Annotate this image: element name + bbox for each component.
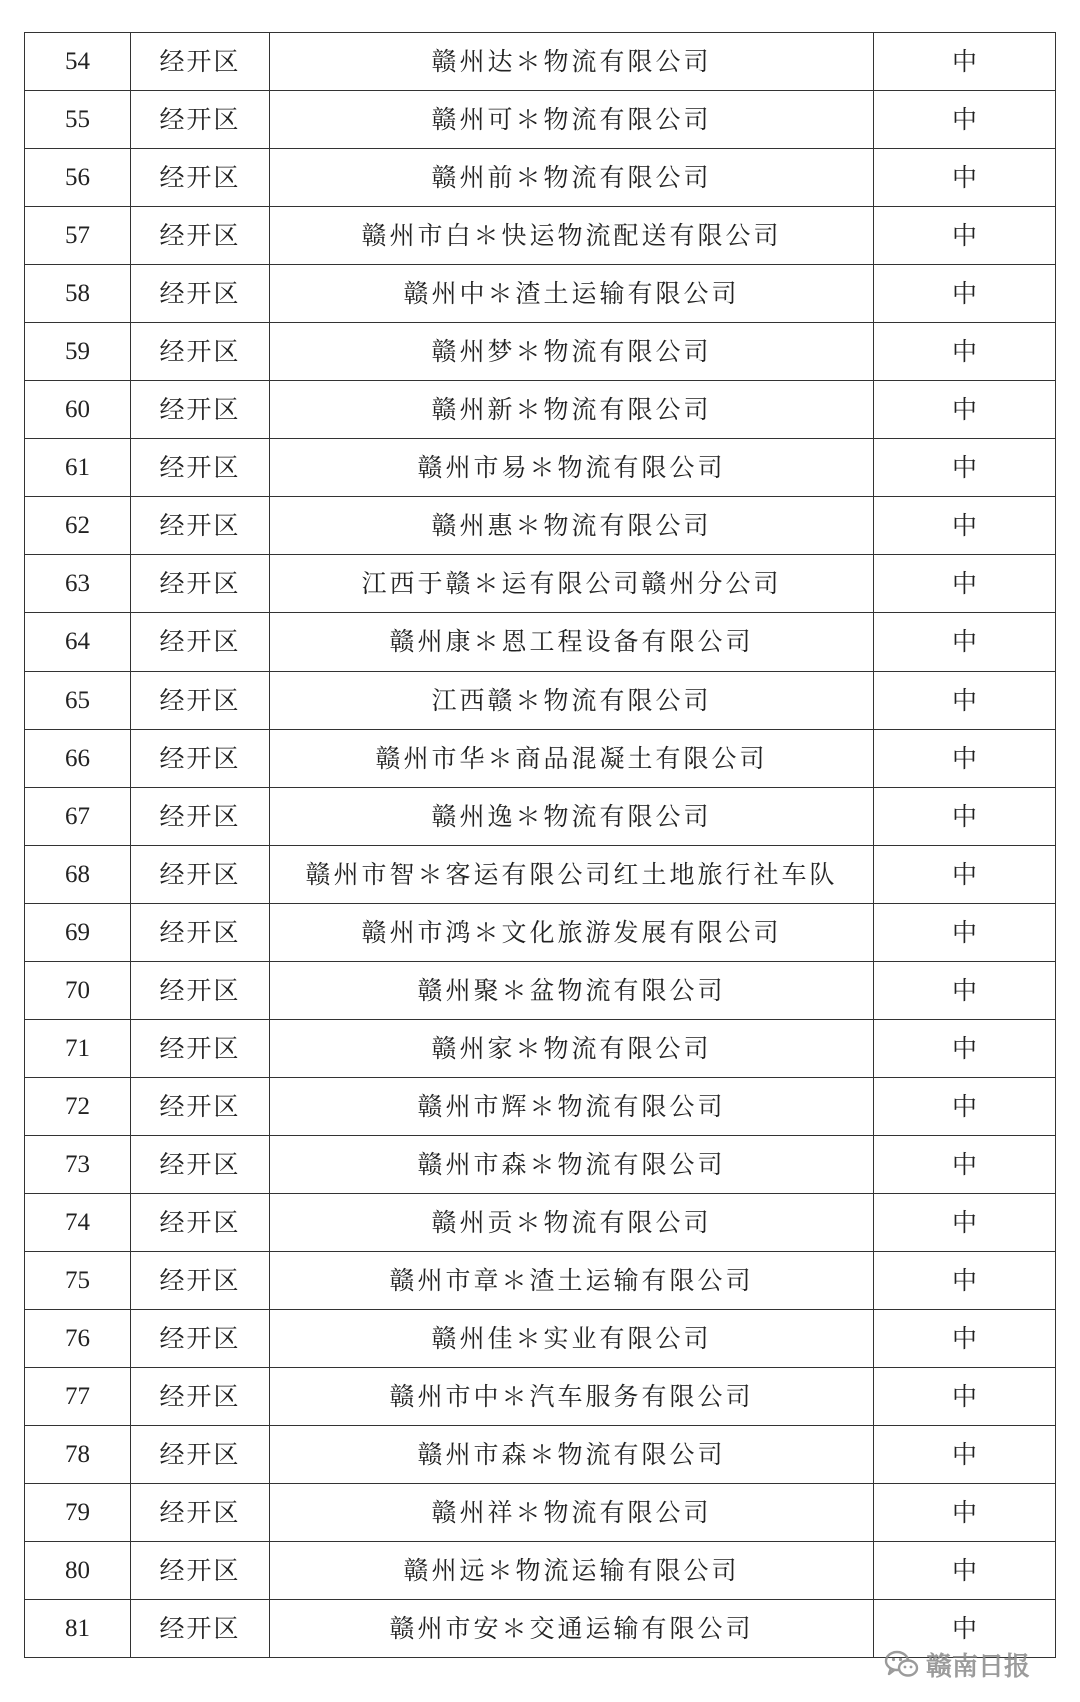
table-row [25, 381, 1056, 439]
risk-level-cell: 中 [874, 323, 1056, 381]
table-row [25, 1135, 1056, 1193]
district-cell: 经开区 [131, 91, 270, 149]
district-cell: 经开区 [131, 1251, 270, 1309]
table-row [25, 207, 1056, 265]
table-row [25, 903, 1056, 961]
table-row [25, 961, 1056, 1019]
row-number-cell: 64 [25, 613, 131, 671]
district-cell: 经开区 [131, 323, 270, 381]
district-cell: 经开区 [131, 613, 270, 671]
company-name-cell: 赣州梦＊物流有限公司 [270, 323, 874, 381]
risk-level-cell: 中 [874, 671, 1056, 729]
risk-level-cell: 中 [874, 613, 1056, 671]
district-cell: 经开区 [131, 1484, 270, 1542]
company-name-cell: 赣州达＊物流有限公司 [270, 33, 874, 91]
company-name-cell: 赣州祥＊物流有限公司 [270, 1484, 874, 1542]
company-name-cell: 赣州聚＊盆物流有限公司 [270, 961, 874, 1019]
row-number-cell: 58 [25, 265, 131, 323]
district-cell: 经开区 [131, 1077, 270, 1135]
company-table [24, 32, 1056, 1658]
risk-level-cell: 中 [874, 1542, 1056, 1600]
company-name-cell: 赣州市森＊物流有限公司 [270, 1135, 874, 1193]
company-name-cell: 赣州康＊恩工程设备有限公司 [270, 613, 874, 671]
table-row [25, 1368, 1056, 1426]
company-name-cell: 赣州市辉＊物流有限公司 [270, 1077, 874, 1135]
risk-level-cell: 中 [874, 903, 1056, 961]
company-name-cell: 赣州远＊物流运输有限公司 [270, 1542, 874, 1600]
company-name-cell: 江西于赣＊运有限公司赣州分公司 [270, 555, 874, 613]
row-number-cell: 75 [25, 1251, 131, 1309]
district-cell: 经开区 [131, 729, 270, 787]
district-cell: 经开区 [131, 1600, 270, 1658]
row-number-cell: 69 [25, 903, 131, 961]
risk-level-cell: 中 [874, 207, 1056, 265]
table-row [25, 1484, 1056, 1542]
company-name-cell: 赣州市中＊汽车服务有限公司 [270, 1368, 874, 1426]
table-row [25, 1251, 1056, 1309]
row-number-cell: 56 [25, 149, 131, 207]
district-cell: 经开区 [131, 555, 270, 613]
row-number-cell: 67 [25, 787, 131, 845]
risk-level-cell: 中 [874, 1019, 1056, 1077]
company-name-cell: 赣州市白＊快运物流配送有限公司 [270, 207, 874, 265]
district-cell: 经开区 [131, 961, 270, 1019]
row-number-cell: 81 [25, 1600, 131, 1658]
district-cell: 经开区 [131, 1193, 270, 1251]
watermark [884, 1644, 1030, 1684]
company-name-cell: 赣州市安＊交通运输有限公司 [270, 1600, 874, 1658]
risk-level-cell: 中 [874, 1484, 1056, 1542]
table-row [25, 33, 1056, 91]
row-number-cell: 77 [25, 1368, 131, 1426]
table-row [25, 1193, 1056, 1251]
company-name-cell: 赣州市森＊物流有限公司 [270, 1426, 874, 1484]
row-number-cell: 70 [25, 961, 131, 1019]
row-number-cell: 63 [25, 555, 131, 613]
row-number-cell: 65 [25, 671, 131, 729]
table-row [25, 1426, 1056, 1484]
risk-level-cell: 中 [874, 33, 1056, 91]
row-number-cell: 55 [25, 91, 131, 149]
risk-level-cell: 中 [874, 787, 1056, 845]
table-row [25, 555, 1056, 613]
district-cell: 经开区 [131, 787, 270, 845]
table-row [25, 787, 1056, 845]
table-row [25, 1077, 1056, 1135]
district-cell: 经开区 [131, 845, 270, 903]
row-number-cell: 68 [25, 845, 131, 903]
district-cell: 经开区 [131, 265, 270, 323]
district-cell: 经开区 [131, 903, 270, 961]
company-name-cell: 赣州市智＊客运有限公司红土地旅行社车队 [270, 845, 874, 903]
company-name-cell: 赣州市易＊物流有限公司 [270, 439, 874, 497]
row-number-cell: 73 [25, 1135, 131, 1193]
row-number-cell: 54 [25, 33, 131, 91]
table-row [25, 613, 1056, 671]
table-row [25, 1542, 1056, 1600]
risk-level-cell: 中 [874, 1426, 1056, 1484]
risk-level-cell: 中 [874, 555, 1056, 613]
district-cell: 经开区 [131, 381, 270, 439]
company-name-cell: 赣州家＊物流有限公司 [270, 1019, 874, 1077]
company-name-cell: 赣州市章＊渣土运输有限公司 [270, 1251, 874, 1309]
company-name-cell: 赣州中＊渣土运输有限公司 [270, 265, 874, 323]
risk-level-cell: 中 [874, 1135, 1056, 1193]
company-name-cell: 赣州新＊物流有限公司 [270, 381, 874, 439]
row-number-cell: 76 [25, 1310, 131, 1368]
table-row [25, 729, 1056, 787]
row-number-cell: 80 [25, 1542, 131, 1600]
row-number-cell: 71 [25, 1019, 131, 1077]
row-number-cell: 61 [25, 439, 131, 497]
district-cell: 经开区 [131, 1368, 270, 1426]
district-cell: 经开区 [131, 149, 270, 207]
table-row [25, 1310, 1056, 1368]
row-number-cell: 57 [25, 207, 131, 265]
risk-level-cell: 中 [874, 381, 1056, 439]
risk-level-cell: 中 [874, 439, 1056, 497]
table-row [25, 845, 1056, 903]
district-cell: 经开区 [131, 1135, 270, 1193]
risk-level-cell: 中 [874, 497, 1056, 555]
district-cell: 经开区 [131, 1542, 270, 1600]
company-name-cell: 赣州佳＊实业有限公司 [270, 1310, 874, 1368]
table-row [25, 1019, 1056, 1077]
table-row [25, 149, 1056, 207]
risk-level-cell: 中 [874, 961, 1056, 1019]
company-name-cell: 赣州前＊物流有限公司 [270, 149, 874, 207]
risk-level-cell: 中 [874, 845, 1056, 903]
risk-level-cell: 中 [874, 91, 1056, 149]
row-number-cell: 60 [25, 381, 131, 439]
company-name-cell: 江西赣＊物流有限公司 [270, 671, 874, 729]
district-cell: 经开区 [131, 33, 270, 91]
district-cell: 经开区 [131, 1426, 270, 1484]
risk-level-cell: 中 [874, 1600, 1056, 1658]
row-number-cell: 59 [25, 323, 131, 381]
wechat-icon [884, 1649, 920, 1679]
risk-level-cell: 中 [874, 149, 1056, 207]
company-name-cell: 赣州惠＊物流有限公司 [270, 497, 874, 555]
row-number-cell: 78 [25, 1426, 131, 1484]
risk-level-cell: 中 [874, 265, 1056, 323]
company-name-cell: 赣州市鸿＊文化旅游发展有限公司 [270, 903, 874, 961]
row-number-cell: 72 [25, 1077, 131, 1135]
company-name-cell: 赣州逸＊物流有限公司 [270, 787, 874, 845]
table-row [25, 671, 1056, 729]
table-row [25, 265, 1056, 323]
row-number-cell: 66 [25, 729, 131, 787]
watermark-text: 赣南日报 [926, 1651, 1031, 1682]
district-cell: 经开区 [131, 671, 270, 729]
risk-level-cell: 中 [874, 1193, 1056, 1251]
table-row [25, 497, 1056, 555]
company-name-cell: 赣州可＊物流有限公司 [270, 91, 874, 149]
district-cell: 经开区 [131, 497, 270, 555]
district-cell: 经开区 [131, 1019, 270, 1077]
district-cell: 经开区 [131, 207, 270, 265]
table-row [25, 91, 1056, 149]
row-number-cell: 62 [25, 497, 131, 555]
table-row [25, 323, 1056, 381]
company-name-cell: 赣州市华＊商品混凝土有限公司 [270, 729, 874, 787]
table-row [25, 439, 1056, 497]
risk-level-cell: 中 [874, 1310, 1056, 1368]
risk-level-cell: 中 [874, 1368, 1056, 1426]
company-table-body [25, 33, 1056, 1658]
district-cell: 经开区 [131, 439, 270, 497]
row-number-cell: 74 [25, 1193, 131, 1251]
district-cell: 经开区 [131, 1310, 270, 1368]
row-number-cell: 79 [25, 1484, 131, 1542]
company-name-cell: 赣州贡＊物流有限公司 [270, 1193, 874, 1251]
risk-level-cell: 中 [874, 1077, 1056, 1135]
risk-level-cell: 中 [874, 1251, 1056, 1309]
risk-level-cell: 中 [874, 729, 1056, 787]
